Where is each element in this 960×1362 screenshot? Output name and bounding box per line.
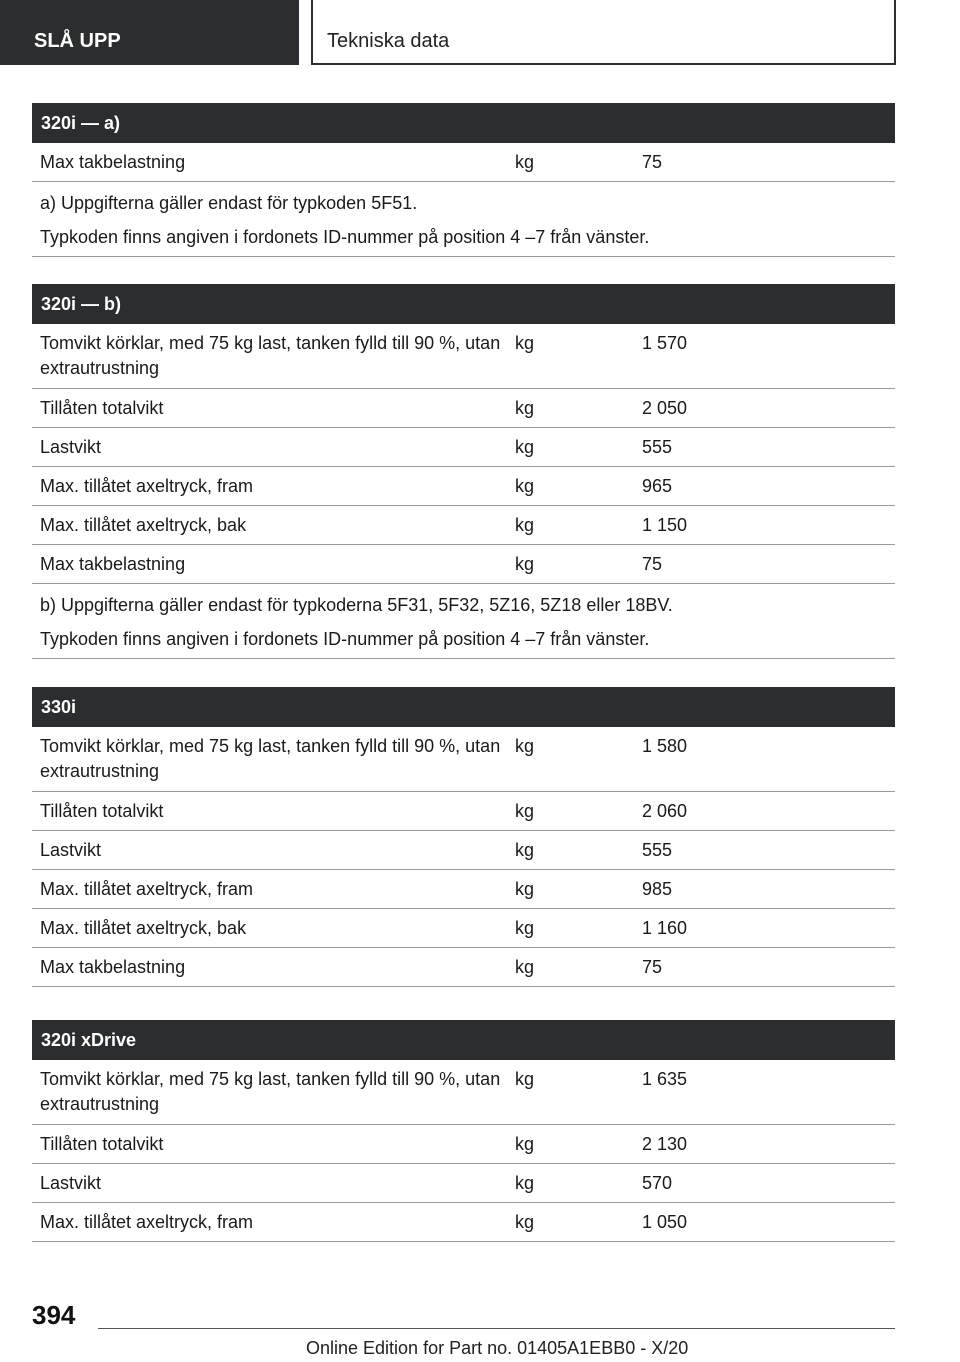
spec-value: 2 130 — [642, 1134, 688, 1154]
spec-value: 1 570 — [642, 333, 688, 353]
spec-label: Max takbelastning — [40, 554, 186, 574]
spec-value: 75 — [642, 152, 663, 172]
spec-value: 570 — [642, 1173, 673, 1193]
spec-value: 75 — [642, 957, 663, 977]
page-title: Tekniska data — [311, 0, 896, 65]
table-row — [32, 792, 895, 831]
table-row — [32, 506, 895, 545]
table-row — [32, 545, 895, 584]
table-row — [32, 143, 895, 182]
spec-value: 2 050 — [642, 398, 688, 418]
spec-unit: kg — [515, 476, 535, 496]
table-row — [32, 831, 895, 870]
spec-value: 555 — [642, 437, 673, 457]
spec-label: Tillåten totalvikt — [40, 398, 164, 418]
table-row — [32, 727, 895, 792]
spec-unit: kg — [515, 1212, 535, 1232]
spec-value: 1 050 — [642, 1212, 688, 1232]
table-heading: 330i — [32, 687, 895, 727]
spec-unit: kg — [515, 918, 535, 938]
spec-unit: kg — [515, 554, 535, 574]
spec-table — [32, 103, 895, 257]
table-heading: 320i — a) — [32, 103, 895, 143]
spec-label: Max takbelastning — [40, 957, 186, 977]
spec-label: Tomvikt körklar, med 75 kg last, tanken fylld till 90 %, utan extrautrustning — [40, 1069, 501, 1114]
table-row — [32, 1060, 895, 1125]
spec-label: Lastvikt — [40, 437, 102, 457]
spec-unit: kg — [515, 152, 535, 172]
table-row — [32, 389, 895, 428]
spec-unit: kg — [515, 736, 535, 756]
table-row — [32, 1164, 895, 1203]
footnote-line: a) Uppgifterna gäller endast för typkoden 5F51. — [40, 193, 418, 213]
spec-label: Tomvikt körklar, med 75 kg last, tanken fylld till 90 %, utan extrautrustning — [40, 736, 501, 781]
spec-unit: kg — [515, 1069, 535, 1089]
spec-unit: kg — [515, 1173, 535, 1193]
spec-value: 1 580 — [642, 736, 688, 756]
table-footnote — [32, 182, 895, 257]
footer-edition: Online Edition for Part no. 01405A1EBB0 - X/20 — [306, 1338, 689, 1358]
spec-table — [32, 687, 895, 987]
table-row — [32, 324, 895, 389]
table-footnote — [32, 584, 895, 659]
spec-label: Max. tillåtet axeltryck, fram — [40, 476, 254, 496]
spec-label: Max. tillåtet axeltryck, fram — [40, 879, 254, 899]
spec-value: 555 — [642, 840, 673, 860]
table-row — [32, 909, 895, 948]
table-row — [32, 428, 895, 467]
spec-label: Tillåten totalvikt — [40, 1134, 164, 1154]
spec-unit: kg — [515, 515, 535, 535]
spec-value: 1 160 — [642, 918, 688, 938]
spec-label: Max. tillåtet axeltryck, fram — [40, 1212, 254, 1232]
spec-unit: kg — [515, 437, 535, 457]
footnote-line: b) Uppgifterna gäller endast för typkoderna 5F31, 5F32, 5Z16, 5Z18 eller 18BV. — [40, 595, 673, 615]
spec-label: Tomvikt körklar, med 75 kg last, tanken fylld till 90 %, utan extrautrustning — [40, 333, 501, 378]
spec-unit: kg — [515, 1134, 535, 1154]
spec-label: Max. tillåtet axeltryck, bak — [40, 918, 247, 938]
table-row — [32, 1125, 895, 1164]
spec-unit: kg — [515, 801, 535, 821]
table-row — [32, 467, 895, 506]
spec-label: Lastvikt — [40, 840, 102, 860]
spec-unit: kg — [515, 398, 535, 418]
spec-table — [32, 284, 895, 659]
spec-unit: kg — [515, 333, 535, 353]
table-heading: 320i — b) — [32, 284, 895, 324]
spec-label: Max takbelastning — [40, 152, 186, 172]
spec-unit: kg — [515, 957, 535, 977]
spec-label: Lastvikt — [40, 1173, 102, 1193]
spec-value: 985 — [642, 879, 673, 899]
table-heading: 320i xDrive — [32, 1020, 895, 1060]
table-row — [32, 870, 895, 909]
spec-table — [32, 1020, 895, 1242]
table-row — [32, 1203, 895, 1242]
footnote-line: Typkoden finns angiven i fordonets ID-nummer på position 4 –7 från vänster. — [40, 629, 650, 649]
footer-divider — [98, 1328, 895, 1329]
section-tab: SLÅ UPP — [0, 0, 299, 65]
spec-label: Tillåten totalvikt — [40, 801, 164, 821]
table-row — [32, 948, 895, 987]
footnote-line: Typkoden finns angiven i fordonets ID-nummer på position 4 –7 från vänster. — [40, 227, 650, 247]
spec-unit: kg — [515, 879, 535, 899]
spec-value: 965 — [642, 476, 673, 496]
spec-value: 1 150 — [642, 515, 688, 535]
spec-label: Max. tillåtet axeltryck, bak — [40, 515, 247, 535]
page-number: 394 — [32, 1300, 76, 1330]
spec-value: 2 060 — [642, 801, 688, 821]
spec-value: 75 — [642, 554, 663, 574]
spec-unit: kg — [515, 840, 535, 860]
spec-value: 1 635 — [642, 1069, 688, 1089]
